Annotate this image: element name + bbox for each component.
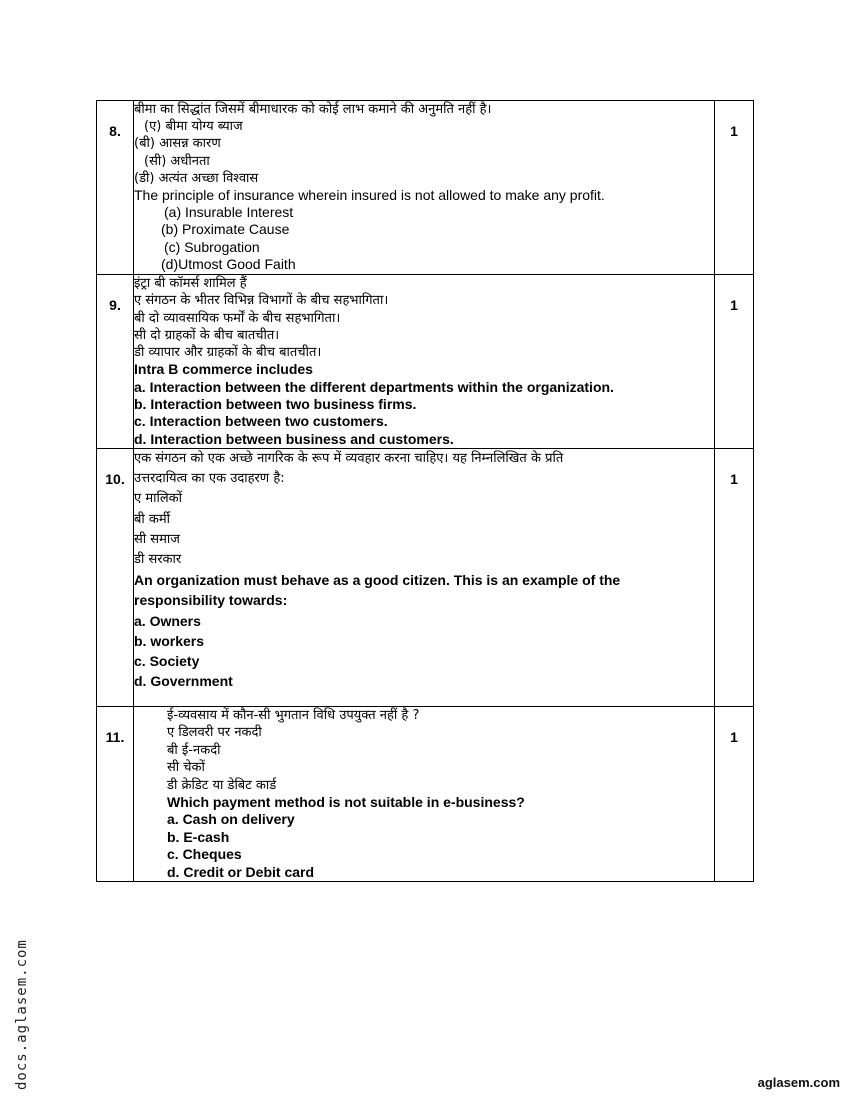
english-option: d. Credit or Debit card	[167, 863, 315, 880]
marks-cell	[715, 275, 754, 449]
side-watermark: docs.aglasem.com	[14, 939, 30, 1090]
marks-value: 1	[730, 297, 738, 313]
english-option: c. Society	[134, 653, 200, 669]
english-option: c. Interaction between two customers.	[134, 413, 388, 430]
english-option: b. Interaction between two business firms.	[134, 396, 417, 413]
hindi-option: सी समाज	[134, 531, 180, 547]
hindi-question-line: उत्तरदायित्व का एक उदाहरण है:	[134, 471, 285, 487]
english-option: a. Cash on delivery	[167, 811, 295, 828]
question-body	[134, 706, 715, 881]
english-option: d. Interaction between business and customers.	[134, 430, 454, 447]
question-body	[134, 275, 715, 449]
question-row-10	[97, 448, 754, 706]
hindi-question: बीमा का सिद्धांत जिसमें बीमाधारक को कोई लाभ कमाने की अनुमति नहीं है।	[134, 102, 492, 117]
english-option: b. workers	[134, 632, 205, 649]
question-row-11	[97, 706, 754, 881]
marks-value: 1	[730, 728, 738, 745]
english-option: a. Interaction between the different departments within the organization.	[134, 378, 614, 395]
marks-cell	[715, 706, 754, 881]
question-body	[134, 101, 715, 275]
hindi-option: ए मालिकों	[134, 491, 182, 507]
hindi-option: (सी) अधीनता	[144, 153, 210, 169]
hindi-question: इंट्रा बी कॉमर्स शामिल हैं	[134, 276, 247, 291]
hindi-question: ई-व्यवसाय में कौन-सी भुगतान विधि उपयुक्त नहीं है ?	[167, 707, 420, 723]
hindi-option: डी क्रेडिट या डेबिट कार्ड	[167, 777, 277, 793]
english-question: The principle of insurance wherein insured is not allowed to make any profit.	[134, 187, 605, 204]
hindi-option: (डी) अत्यंत अच्छा विश्वास	[134, 170, 259, 186]
hindi-option: (ए) बीमा योग्य ब्याज	[144, 119, 243, 135]
question-number	[97, 275, 134, 449]
brand-footer: aglasem.com	[757, 1075, 840, 1090]
hindi-option: सी दो ग्राहकों के बीच बातचीत।	[134, 327, 280, 343]
question-body	[134, 448, 715, 706]
question-table	[96, 100, 754, 882]
question-number	[97, 448, 134, 706]
marks-value: 1	[730, 123, 738, 139]
english-question: Which payment method is not suitable in e-business?	[167, 794, 525, 810]
hindi-option: डी सरकार	[134, 551, 182, 567]
question-number-text: 9.	[109, 297, 121, 313]
hindi-option: डी व्यापार और ग्राहकों के बीच बातचीत।	[134, 345, 322, 361]
question-number	[97, 101, 134, 275]
question-number	[97, 706, 134, 881]
marks-cell	[715, 101, 754, 275]
english-option: (a) Insurable Interest	[164, 204, 294, 221]
english-option: d. Government	[134, 673, 233, 690]
question-number-text: 8.	[109, 123, 121, 139]
question-row-9	[97, 275, 754, 449]
hindi-option: ए संगठन के भीतर विभिन्न विभागों के बीच सहभागिता।	[134, 293, 389, 309]
english-question-line: An organization must behave as a good citizen. This is an example of the	[134, 572, 621, 589]
english-option: b. E-cash	[167, 828, 230, 845]
question-number-text: 10.	[105, 470, 125, 487]
hindi-option: (बी) आसन्न कारण	[134, 136, 221, 152]
hindi-option: बी ई-नकदी	[167, 742, 221, 758]
english-option: (d)Utmost Good Faith	[161, 255, 296, 272]
hindi-option: सी चेकों	[167, 760, 205, 776]
english-option: a. Owners	[134, 612, 201, 629]
hindi-option: बी कर्मी	[134, 511, 171, 527]
hindi-question-line: एक संगठन को एक अच्छे नागरिक के रूप में व्यवहार करना चाहिए। यह निम्नलिखित के प्रति	[134, 450, 564, 466]
marks-value: 1	[730, 470, 738, 487]
question-row-8	[97, 101, 754, 275]
hindi-option: बी दो व्यावसायिक फर्मों के बीच सहभागिता।	[134, 310, 341, 326]
english-option: (b) Proximate Cause	[161, 221, 290, 238]
english-question: Intra B commerce includes	[134, 361, 313, 378]
question-number-text: 11.	[105, 728, 125, 745]
english-option: c. Cheques	[167, 846, 242, 863]
english-question-line: responsibility towards:	[134, 592, 288, 609]
hindi-option: ए डिलवरी पर नकदी	[167, 725, 262, 741]
marks-cell	[715, 448, 754, 706]
english-option: (c) Subrogation	[164, 238, 260, 255]
